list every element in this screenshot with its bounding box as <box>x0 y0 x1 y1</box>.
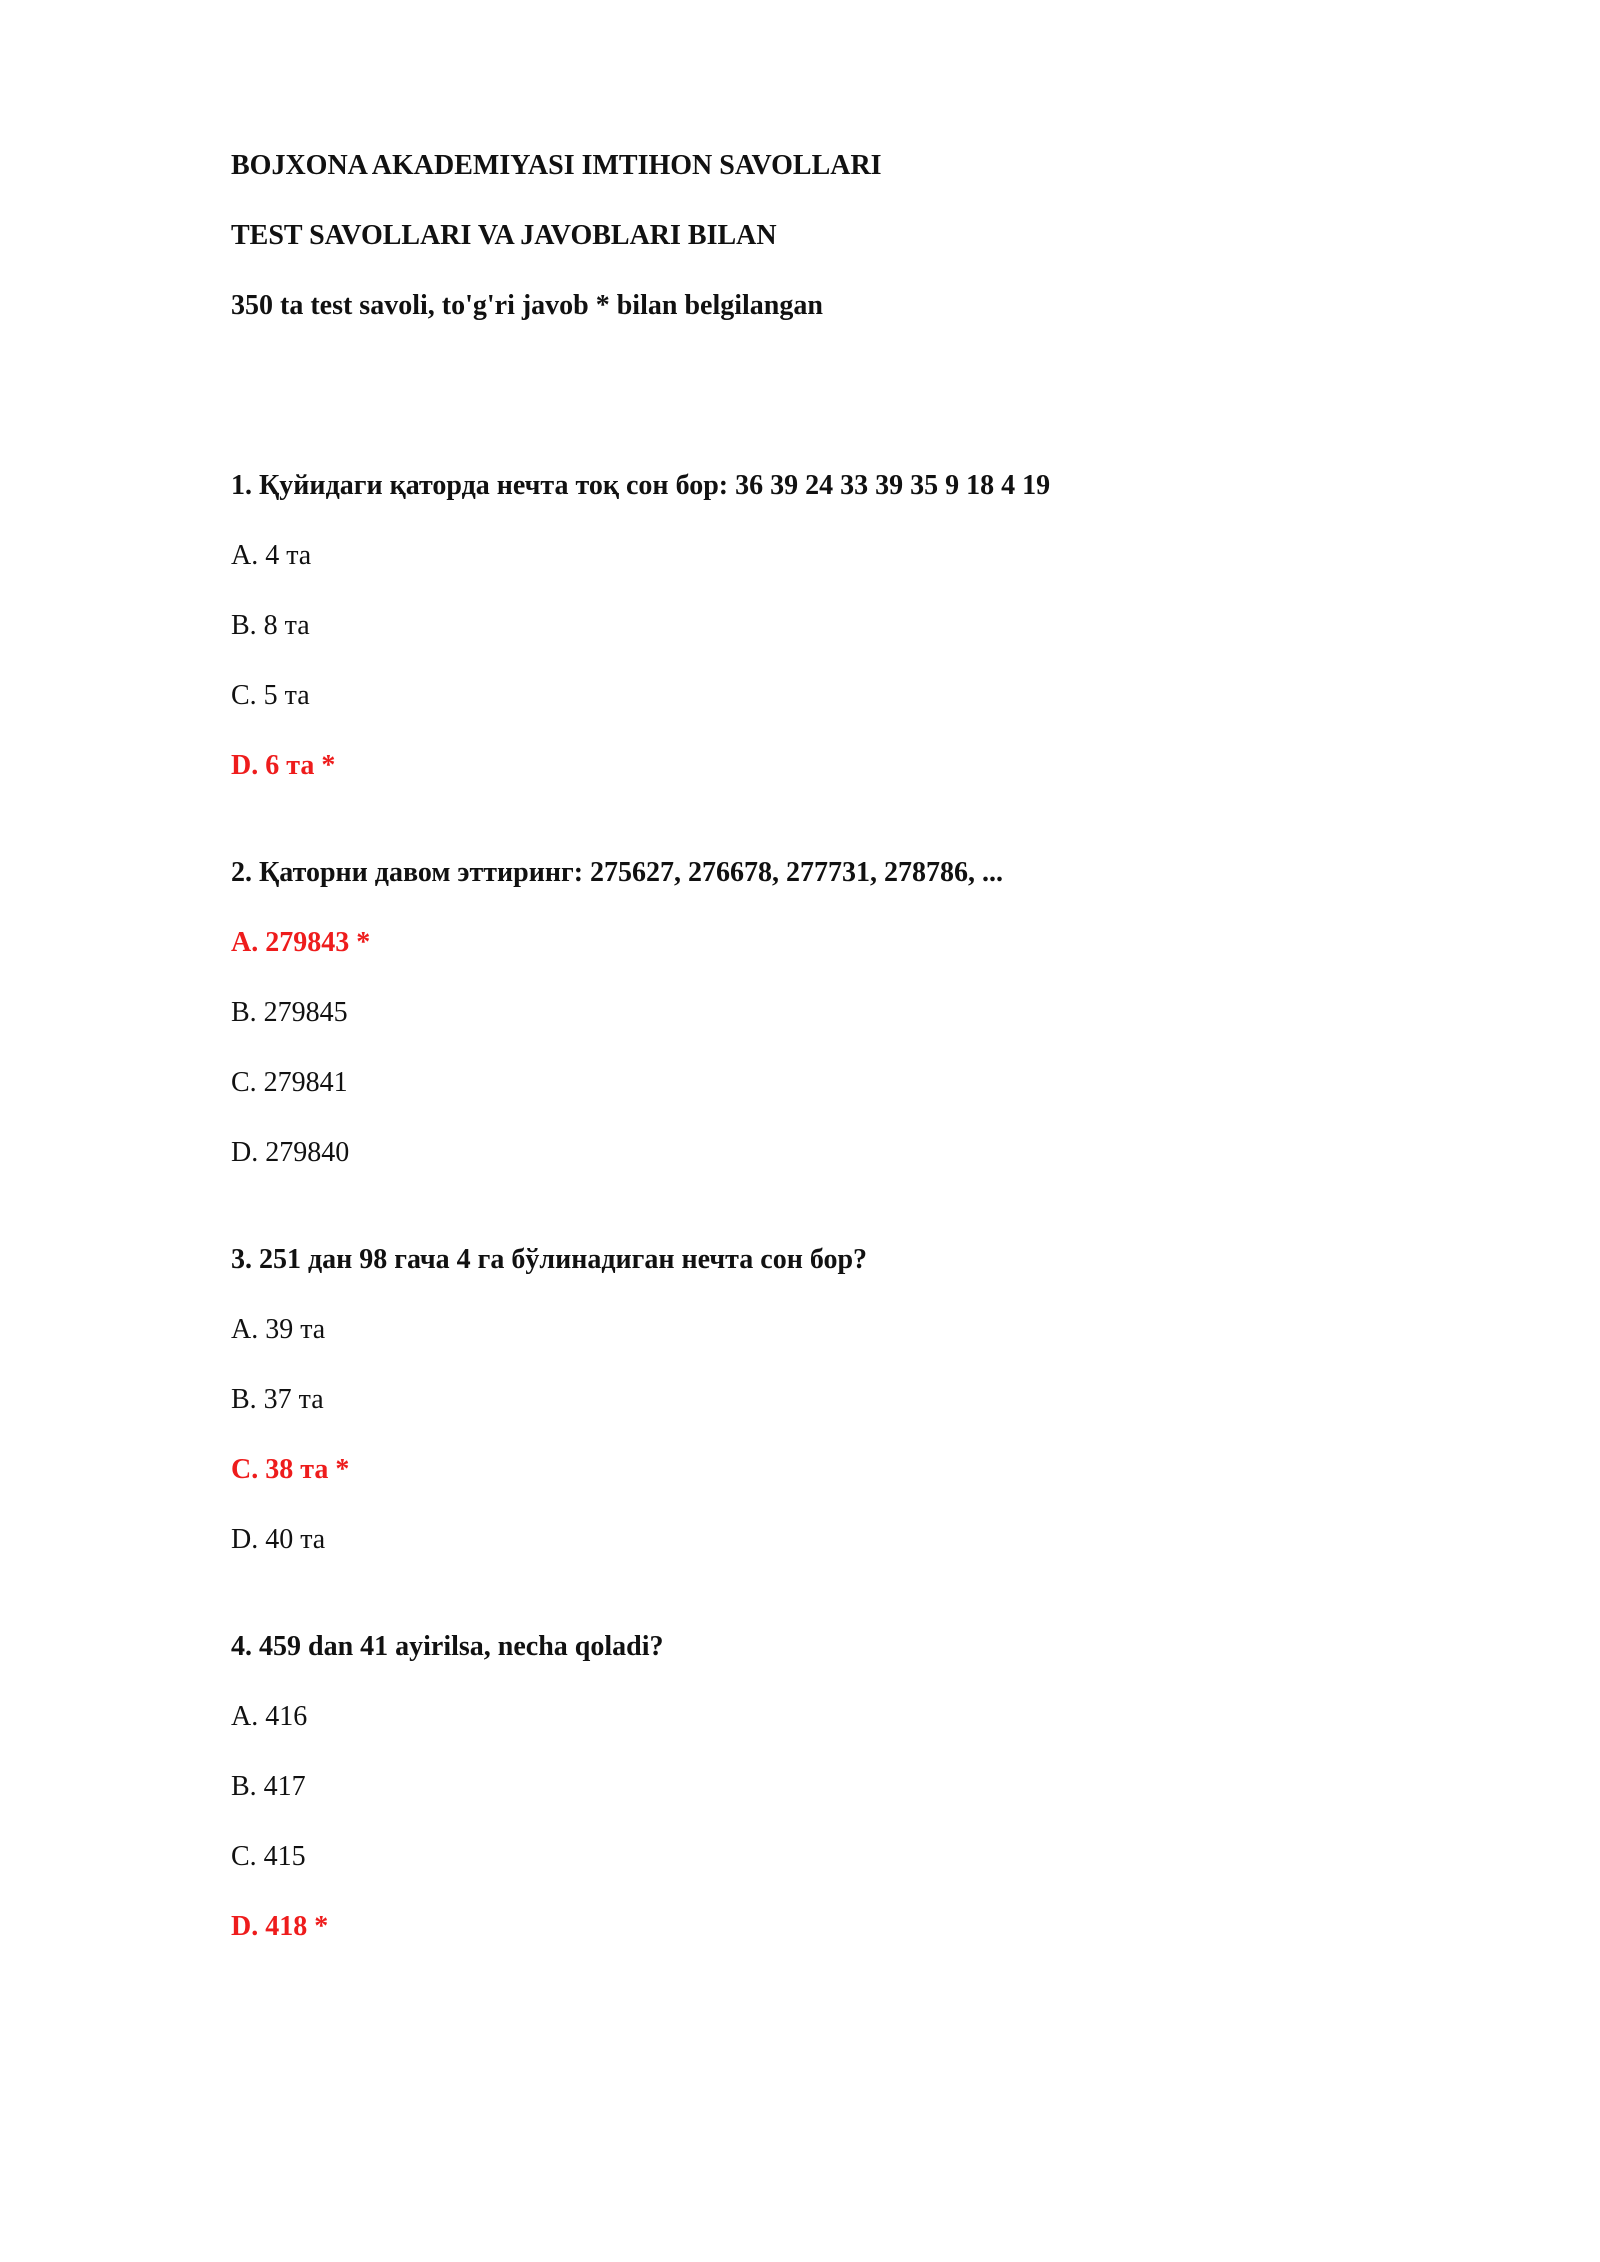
question-4 <box>231 1631 1431 1943</box>
option-a-correct: A. 279843 * <box>231 927 371 958</box>
question-1 <box>231 470 1431 782</box>
option-b: B. 8 та <box>231 610 310 641</box>
option-d: D. 279840 <box>231 1137 350 1168</box>
option-c-correct: C. 38 та * <box>231 1454 350 1485</box>
question-2 <box>231 857 1431 1169</box>
question-text: 2. Қаторни давом эттиринг: 275627, 276678, 277731, 278786, ... <box>231 857 1004 888</box>
option-b: B. 279845 <box>231 997 348 1028</box>
document-subtitle: TEST SAVOLLARI VA JAVOBLARI BILAN <box>231 220 777 251</box>
option-d-correct: D. 6 та * <box>231 750 336 781</box>
question-text: 3. 251 дан 98 гача 4 га бўлинадиган нечта сон бор? <box>231 1244 868 1275</box>
option-a: A. 39 та <box>231 1314 326 1345</box>
option-c: C. 5 та <box>231 680 310 711</box>
document-note: 350 ta test savoli, to'g'ri javob * bilan belgilangan <box>231 290 823 321</box>
option-c: C. 415 <box>231 1841 306 1872</box>
option-a: A. 416 <box>231 1701 308 1732</box>
option-a: A. 4 та <box>231 540 312 571</box>
document-content <box>231 150 1431 2018</box>
question-text: 4. 459 dan 41 ayirilsa, necha qoladi? <box>231 1631 664 1662</box>
option-b: B. 37 та <box>231 1384 324 1415</box>
option-b: B. 417 <box>231 1771 306 1802</box>
option-c: C. 279841 <box>231 1067 348 1098</box>
option-d-correct: D. 418 * <box>231 1911 329 1942</box>
option-d: D. 40 та <box>231 1524 326 1555</box>
document-title: BOJXONA AKADEMIYASI IMTIHON SAVOLLARI <box>231 150 882 181</box>
question-3 <box>231 1244 1431 1556</box>
section-spacer <box>231 360 1431 470</box>
question-text: 1. Қуйидаги қаторда нечта тоқ сон бор: 36 39 24 33 39 35 9 18 4 19 <box>231 470 1051 501</box>
